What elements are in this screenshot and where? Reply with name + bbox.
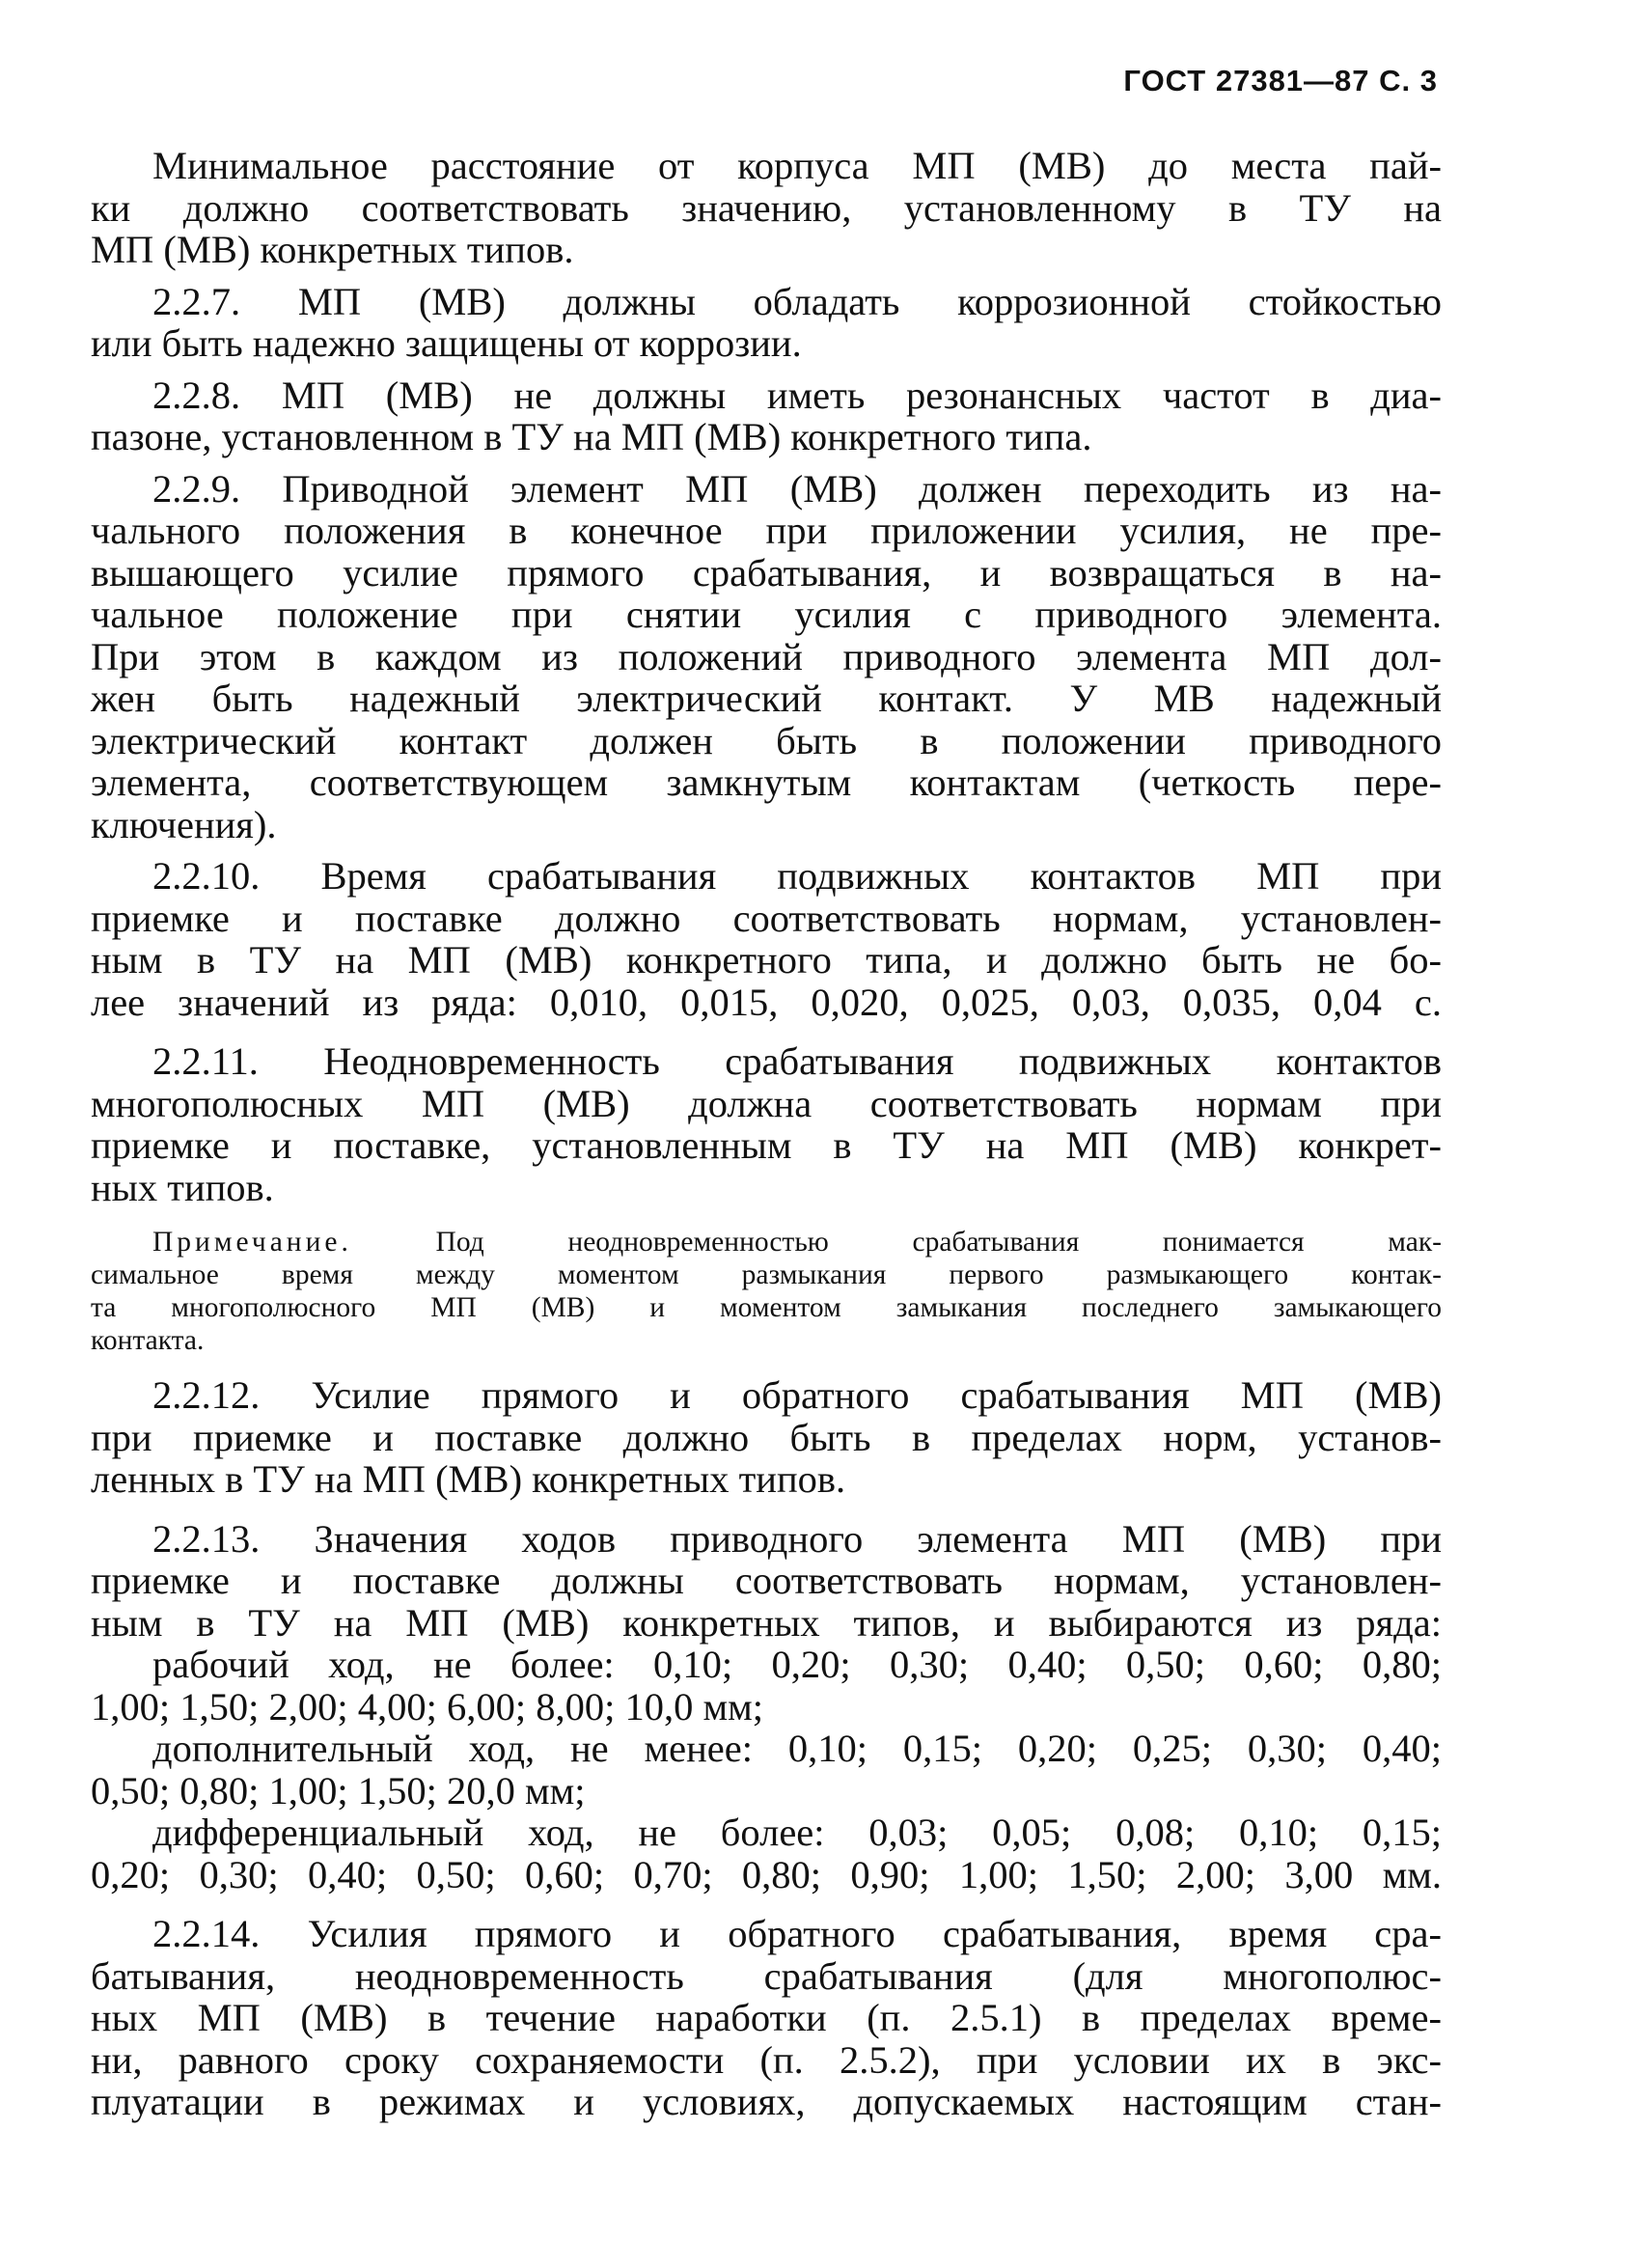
text-line: ленных в ТУ на МП (МВ) конкретных типов. [91, 1457, 846, 1501]
text-line: вышающего усилие прямого срабатывания, и возвращаться в на- [91, 550, 1442, 595]
text-line: приемке и поставке, установленным в ТУ на МП (МВ) конкрет- [91, 1123, 1442, 1167]
paragraph-2-2-14 [91, 1913, 1442, 2123]
text-line: 2.2.12. Усилие прямого и обратного срабатывания МП (МВ) [152, 1373, 1442, 1417]
text-line: приемке и поставке должно соответствовать нормам, установлен- [91, 896, 1442, 940]
paragraph-2-2-11 [91, 1040, 1442, 1208]
text-line: контакта. [91, 1325, 205, 1356]
text-line: электрический контакт должен быть в положении приводного [91, 718, 1442, 762]
text-line: 0,50; 0,80; 1,00; 1,50; 20,0 мм; [91, 1768, 586, 1812]
text-line: При этом в каждом из положений приводного элемента МП дол- [91, 634, 1442, 678]
note-label: Примечание. [152, 1227, 352, 1258]
text-line: 2.2.11. Неодновременность срабатывания подвижных контактов [152, 1039, 1442, 1083]
text-line: 0,20; 0,30; 0,40; 0,50; 0,60; 0,70; 0,80; 0,90; 1,00; 1,50; 2,00; 3,00 мм. [91, 1852, 1442, 1896]
note-block [91, 1226, 1442, 1357]
paragraph-2-2-12 [91, 1374, 1442, 1501]
text-line: ни, равного сроку сохраняемости (п. 2.5.2), при условии их в экс- [91, 2037, 1442, 2082]
text-line: при приемке и поставке должно быть в пределах норм, установ- [91, 1415, 1442, 1459]
paragraph-2-2-7 [91, 281, 1442, 365]
text-line: 2.2.8. МП (МВ) не должны иметь резонансных частот в диа- [152, 373, 1442, 417]
text-line: симальное время между моментом размыкания первого размыкающего контак- [91, 1259, 1442, 1290]
text-line: Минимальное расстояние от корпуса МП (МВ) до места пай- [152, 144, 1442, 187]
page-header: ГОСТ 27381—87 С. 3 [1123, 64, 1438, 97]
text-line: ным в ТУ на МП (МВ) конкретного типа, и должно быть не бо- [91, 938, 1442, 982]
text-line: ных типов. [91, 1165, 274, 1209]
note-text: Под неодновременностью срабатывания понимается мак- [435, 1227, 1443, 1258]
text-line: 2.2.14. Усилия прямого и обратного срабатывания, время сра- [152, 1912, 1442, 1955]
text-line: ключения). [91, 802, 277, 846]
text-line: рабочий ход, не более: 0,10; 0,20; 0,30; 0,40; 0,50; 0,60; 0,80; [152, 1643, 1442, 1686]
text-line: 2.2.13. Значения ходов приводного элемента МП (МВ) при [152, 1516, 1442, 1561]
paragraph-2-2-9 [91, 468, 1442, 846]
text-line: многополюсных МП (МВ) должна соответствовать нормам при [91, 1081, 1442, 1125]
text-line: жен быть надежный электрический контакт. У МВ надежный [91, 677, 1442, 720]
text-line: пазоне, установленном в ТУ на МП (МВ) конкретного типа. [91, 415, 1092, 458]
text-line: ных МП (МВ) в течение наработки (п. 2.5.1) в пределах време- [91, 1996, 1442, 2039]
paragraph-2-2-8 [91, 374, 1442, 458]
text-line: ным в ТУ на МП (МВ) конкретных типов, и выбираются из ряда: [91, 1600, 1442, 1645]
text-line: 1,00; 1,50; 2,00; 4,00; 6,00; 8,00; 10,0 мм; [91, 1684, 764, 1729]
text-line: 2.2.9. Приводной элемент МП (МВ) должен переходить из на- [152, 466, 1442, 511]
text-line: МП (МВ) конкретных типов. [91, 228, 574, 271]
text-line: 2.2.7. МП (МВ) должны обладать коррозионной стойкостью [152, 279, 1442, 323]
text-line: плуатации в режимах и условиях, допускаемых настоящим стан- [91, 2080, 1442, 2123]
text-line: дифференциальный ход, не более: 0,03; 0,05; 0,08; 0,10; 0,15; [152, 1811, 1442, 1854]
text-line: 2.2.10. Время срабатывания подвижных контактов МП при [152, 854, 1442, 898]
paragraph-min-distance [91, 145, 1442, 271]
text-line: элемента, соответствующем замкнутым контактам (четкость пере- [91, 761, 1442, 804]
text-line: ки должно соответствовать значению, установленному в ТУ на [91, 185, 1442, 230]
text-line: приемке и поставке должны соответствовать нормам, установлен- [91, 1559, 1442, 1602]
text-line: чальное положение при снятии усилия с приводного элемента. [91, 593, 1442, 636]
document-body [91, 145, 1442, 2123]
paragraph-2-2-13 [91, 1518, 1442, 1896]
text-line: та многополюсного МП (МВ) и моментом замыкания последнего замыкающего [91, 1292, 1442, 1323]
text-line: батывания, неодновременность срабатывания (для многополюс- [91, 1953, 1442, 1998]
note-first-line [91, 1226, 1442, 1258]
text-line: или быть надежно защищены от коррозии. [91, 321, 802, 365]
text-line: лее значений из ряда: 0,010, 0,015, 0,020, 0,025, 0,03, 0,035, 0,04 с. [91, 980, 1442, 1024]
text-line: чального положения в конечное при приложении усилия, не пре- [91, 509, 1442, 552]
text-line: дополнительный ход, не менее: 0,10; 0,15; 0,20; 0,25; 0,30; 0,40; [152, 1727, 1442, 1770]
paragraph-2-2-10 [91, 855, 1442, 1023]
